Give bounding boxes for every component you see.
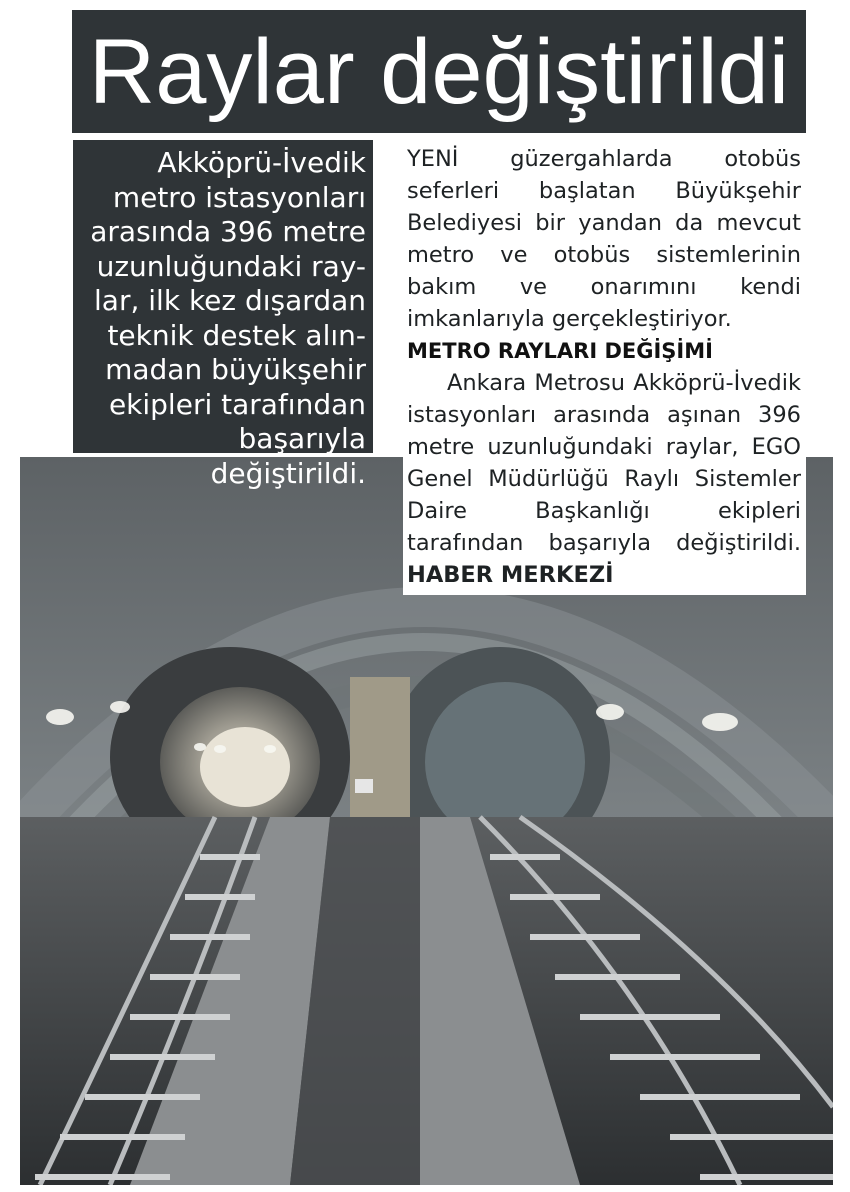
lead-line: teknik destek alın- <box>107 318 366 352</box>
lead-line: ekipleri tarafından <box>108 387 366 421</box>
article-body-text: Ankara Metrosu Akköprü-İvedik istasyonları arasında aşınan 396 metre uzunluğundaki raylar, EGO Genel Müdürlüğü Raylı Sistemler Daire Başkanlığı ekipleri tarafından başarıyla değiştirildi. <box>407 370 801 556</box>
lead-line: değiştirildi. <box>210 456 366 490</box>
lead-line: Akköprü-İvedik <box>157 146 366 179</box>
lead-summary <box>76 146 366 491</box>
article-body <box>407 143 801 591</box>
article-byline: HABER MERKEZİ <box>407 562 614 588</box>
lead-line: arasında 396 metre <box>90 215 366 248</box>
article-paragraph <box>407 367 801 591</box>
lead-line: lar, ilk kez dışardan <box>94 284 366 317</box>
headline-bar <box>72 10 806 133</box>
headline: Raylar değiştirildi <box>88 20 790 123</box>
lead-line: madan büyükşehir <box>105 353 366 386</box>
article-intro: YENİ güzergahlarda otobüs seferleri başlatan Büyükşehir Belediyesi bir yandan da mevcut metro ve otobüs sistemlerinin bakım ve onarımını kendi imkanlarıyla gerçekleştiriyor. <box>407 146 801 332</box>
lead-line: başarıyla <box>238 422 366 455</box>
lead-line: metro istasyonları <box>112 180 366 214</box>
article-subhead: METRO RAYLARI DEĞİŞİMİ <box>407 339 713 363</box>
lead-line: uzunluğundaki ray- <box>96 249 366 283</box>
